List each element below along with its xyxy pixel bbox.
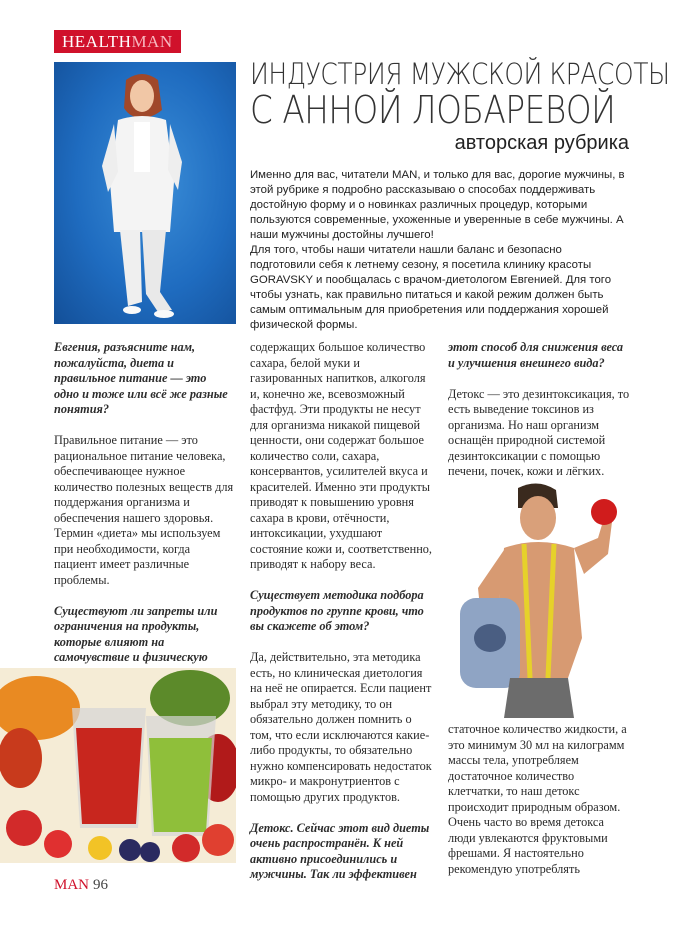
answer-4-cont: статочное количество жидкости, а это минимум 30 мл на килограмм массы тела, употребляем достаточное количество клетчатки, то наш детокс происходит природным образом. Очень часто во время детокса люди увлекаются фруктовыми фрешами. Я настоятельно рекомендую употреблять <box>448 722 627 876</box>
woman-illustration <box>54 62 236 324</box>
man-photo <box>448 478 632 718</box>
title-line-2: С АННОЙ ЛОБАРЕВОЙ <box>250 88 616 132</box>
intro-paragraph: Для того, чтобы наши читатели нашли баланс и безопасно подготовили себя к летнему сезону, я посетила клинику красоты GORAVSKY и пообщалась с врачом-диетологом Евгенией. Для того чтобы узнать, как правильно питаться и какой режим должен быть самым оптимальным для приобретения или поддержания хорошей физической формы. <box>250 244 612 331</box>
column-2 <box>250 340 432 883</box>
question-2: Существуют ли запреты или ограничения на продукты, которые влияют на самочувствие и физическую <box>54 603 218 664</box>
question-3: Существует методика подбора продуктов по группе крови, что вы скажете об этом? <box>250 588 424 633</box>
answer-3: Да, действительно, эта методика есть, но клиническая диетология на неё не опирается. Если пациент выбрал эту методику, то он обязательно должен помнить о том, что если исключаются какие-либо продукты, то обязательно нужно компенсировать недостаток микро- и макронутриентов с помощью других продуктов. <box>250 650 432 804</box>
page-footer <box>54 877 108 894</box>
intro-text <box>250 168 630 333</box>
juice-vegetables-illustration <box>0 668 236 863</box>
column-3-bottom <box>448 722 632 877</box>
page-number: 96 <box>93 877 109 893</box>
rubric-subtitle: авторская рубрика <box>454 132 629 154</box>
article-title <box>250 57 670 132</box>
juice-photo <box>0 668 236 863</box>
answer-2-cont: содержащих большое количество сахара, белой муки и газированных напитков, алкоголя и, конечно же, всевозможный фастфуд. Эти продукты не несут для организма никакой пищевой ценности, они содержат большое количество соли, сахара, консервантов, усилителей вкуса и красителей. Именно эти продукты приводят к повышению уровня сахара в крови, отёчности, интоксикации, ухудшают состояние кожи и, соответственно, приводят к набору веса. <box>250 340 433 571</box>
section-tag-man: MAN <box>131 32 173 51</box>
answer-4-start: Детокс — это дезинтоксикация, то есть выведение токсинов из организма. Но наш организм оснащён природной системой дезинтоксикации с помощью печени, почек, кожи и лёгких. <box>448 386 630 478</box>
athletic-man-illustration <box>448 478 632 718</box>
intro-paragraph: Именно для вас, читатели MAN, и только для вас, дорогие мужчины, в этой рубрике я подробно рассказываю о способах поддерживать достойную форму и о новинках различных процедур, которыми пользуются современные, ухоженные и уверенные в себе мужчины. А наши мужчины достойны лучшего! <box>250 169 625 241</box>
column-3-top <box>448 340 630 495</box>
question-4-start: Детокс. Сейчас этот вид диеты очень распространён. К ней активно присоединились и мужчины. Так ли эффективен <box>250 820 430 881</box>
question-1: Евгения, разъясните нам, пожалуйста, диета и правильное питание — это одно и тоже или всё же разные понятия? <box>54 340 228 416</box>
section-tag <box>54 30 181 53</box>
question-4-end: этот способ для снижения веса и улучшения внешнего вида? <box>448 340 624 370</box>
answer-1: Правильное питание — это рациональное питание человека, обеспечивающее нужное количество полезных веществ для поддержания организма и обеспечения нашего здоровья. Термин «диета» мы используем при необходимости, когда пациент имеет различные проблемы. <box>54 433 234 587</box>
title-line-1: ИНДУСТРИЯ МУЖСКОЙ КРАСОТЫ <box>250 57 670 91</box>
footer-brand: MAN <box>54 877 90 893</box>
section-tag-health: HEALTH <box>62 32 132 51</box>
woman-photo <box>54 62 236 324</box>
